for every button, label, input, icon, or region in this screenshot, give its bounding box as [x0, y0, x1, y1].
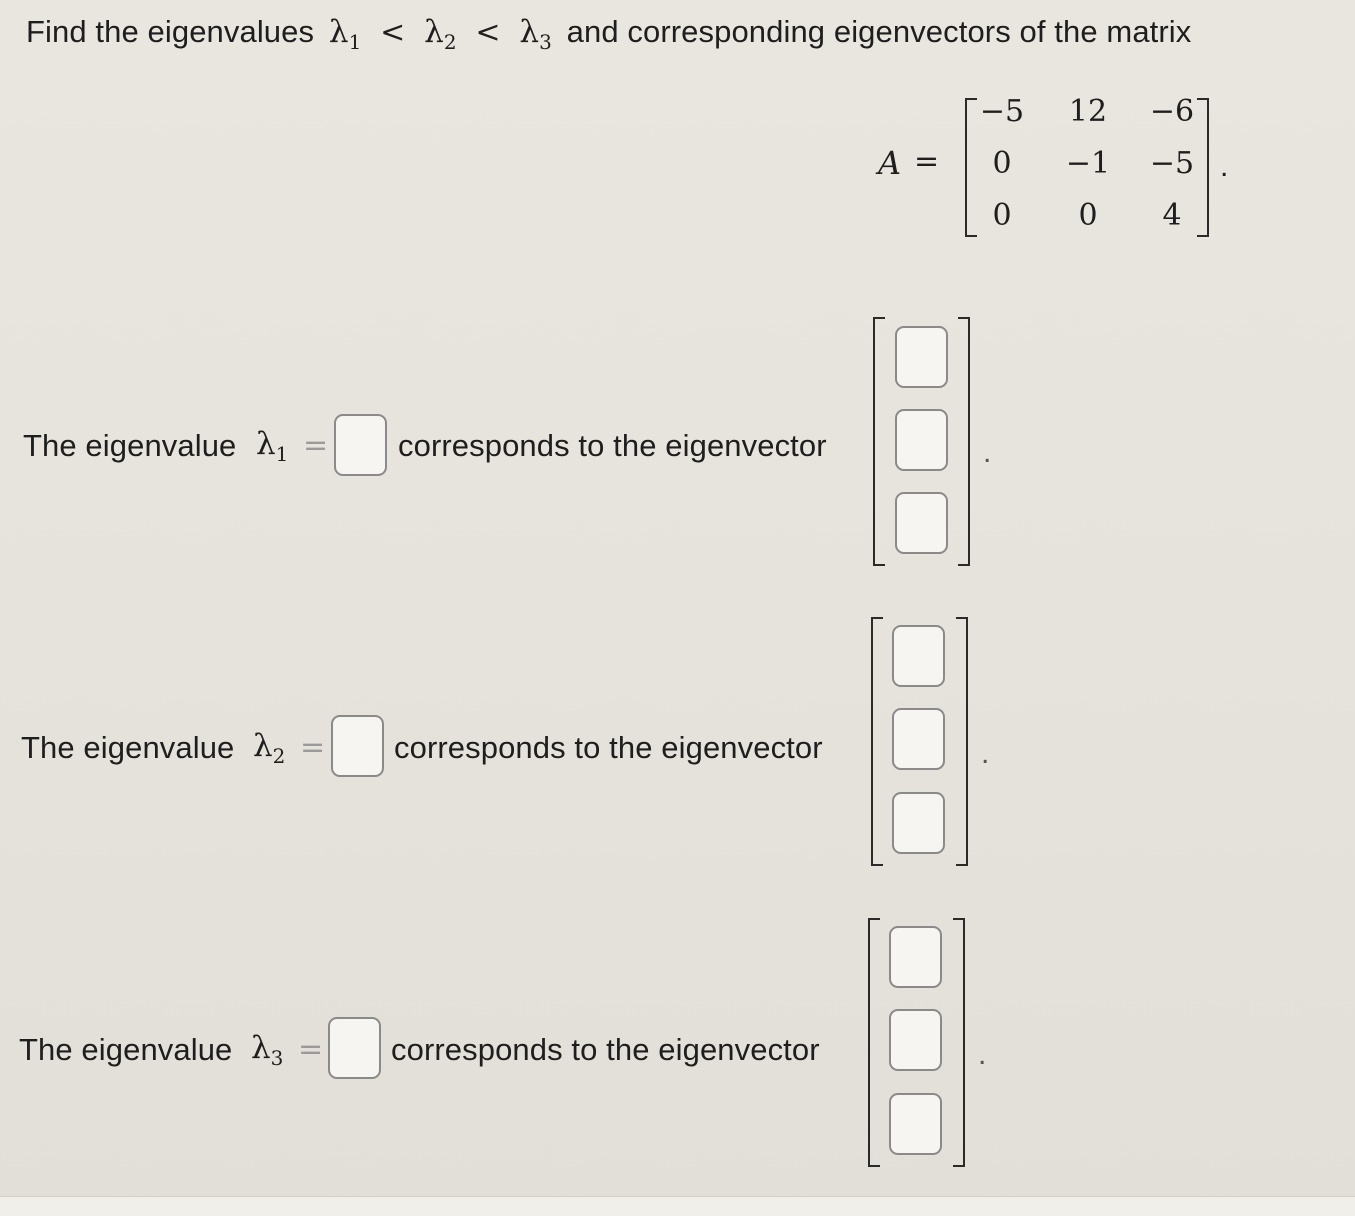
matrix-cell: 0 [1078, 198, 1098, 233]
matrix-cell: −6 [1149, 94, 1195, 129]
question-intro: Find the eigenvalues [26, 14, 315, 49]
equals-sign: = [303, 428, 329, 463]
lambda-subscript: 2 [443, 30, 457, 54]
vector-left-bracket [871, 617, 883, 866]
lambda-subscript: 1 [348, 30, 362, 54]
eigenvector-component-input[interactable] [889, 1093, 942, 1155]
eigenvector-component-input[interactable] [892, 708, 945, 770]
less-than-symbol: < [475, 15, 501, 50]
lambda-subscript: 3 [539, 30, 552, 54]
eigenvector-component-input[interactable] [895, 492, 948, 554]
eigenvalue-input[interactable] [328, 1017, 381, 1079]
matrix-period: . [1220, 150, 1229, 183]
lambda-symbol: λ [519, 14, 540, 50]
matrix-equals: = [914, 144, 940, 179]
matrix-cell: −5 [1149, 146, 1195, 181]
question-text [26, 14, 1192, 54]
vector-period: . [981, 737, 990, 770]
lambda-subscript: 1 [275, 442, 289, 466]
eigenvector-text: corresponds to the eigenvector [391, 1032, 820, 1067]
vector-right-bracket [958, 317, 970, 566]
lambda-symbol: λ [251, 1030, 271, 1066]
eigenvalue-symbol [253, 728, 286, 768]
equals-sign: = [298, 1032, 324, 1067]
eigenvector-text: corresponds to the eigenvector [394, 730, 823, 765]
eigenvalue-prefix: The eigenvalue [19, 1032, 233, 1067]
lambda-symbol: λ [328, 14, 349, 50]
eigenvector-text: corresponds to the eigenvector [398, 428, 827, 463]
eigenvalue-input[interactable] [334, 414, 387, 476]
eigenvector-component-input[interactable] [889, 926, 942, 988]
matrix-cell: 0 [992, 198, 1012, 233]
lambda-symbol: λ [253, 728, 273, 764]
eigenvector-component-input[interactable] [889, 1009, 942, 1071]
matrix-cell: 4 [1162, 198, 1182, 233]
lambda-symbol: λ [424, 14, 444, 50]
matrix-label: A [878, 144, 902, 182]
equals-sign: = [300, 730, 326, 765]
eigenvalue-prefix: The eigenvalue [23, 428, 237, 463]
vector-left-bracket [868, 918, 880, 1167]
eigenvector-component-input[interactable] [892, 625, 945, 687]
matrix-cell: 12 [1068, 94, 1108, 129]
vector-period: . [978, 1038, 987, 1071]
eigenvalue-input[interactable] [331, 715, 384, 777]
vector-period: . [983, 436, 992, 469]
page-bottom-edge [0, 1196, 1355, 1216]
eigenvector-component-input[interactable] [895, 409, 948, 471]
vector-right-bracket [953, 918, 965, 1167]
eigenvector-component-input[interactable] [892, 792, 945, 854]
matrix-cell: 0 [992, 146, 1012, 181]
eigenvalue-symbol [256, 426, 289, 466]
eigenvector-component-input[interactable] [895, 326, 948, 388]
vector-right-bracket [956, 617, 968, 866]
lambda-subscript: 2 [272, 744, 286, 768]
matrix-cell: −5 [979, 94, 1025, 129]
question-outro: and corresponding eigenvectors of the matrix [566, 14, 1192, 49]
eigenvalue-prefix: The eigenvalue [21, 730, 235, 765]
matrix-cell: −1 [1065, 146, 1111, 181]
eigenvalue-symbol [251, 1030, 284, 1070]
lambda-symbol: λ [256, 426, 276, 462]
lambda-subscript: 3 [270, 1046, 284, 1070]
less-than-symbol: < [380, 15, 406, 50]
vector-left-bracket [873, 317, 885, 566]
